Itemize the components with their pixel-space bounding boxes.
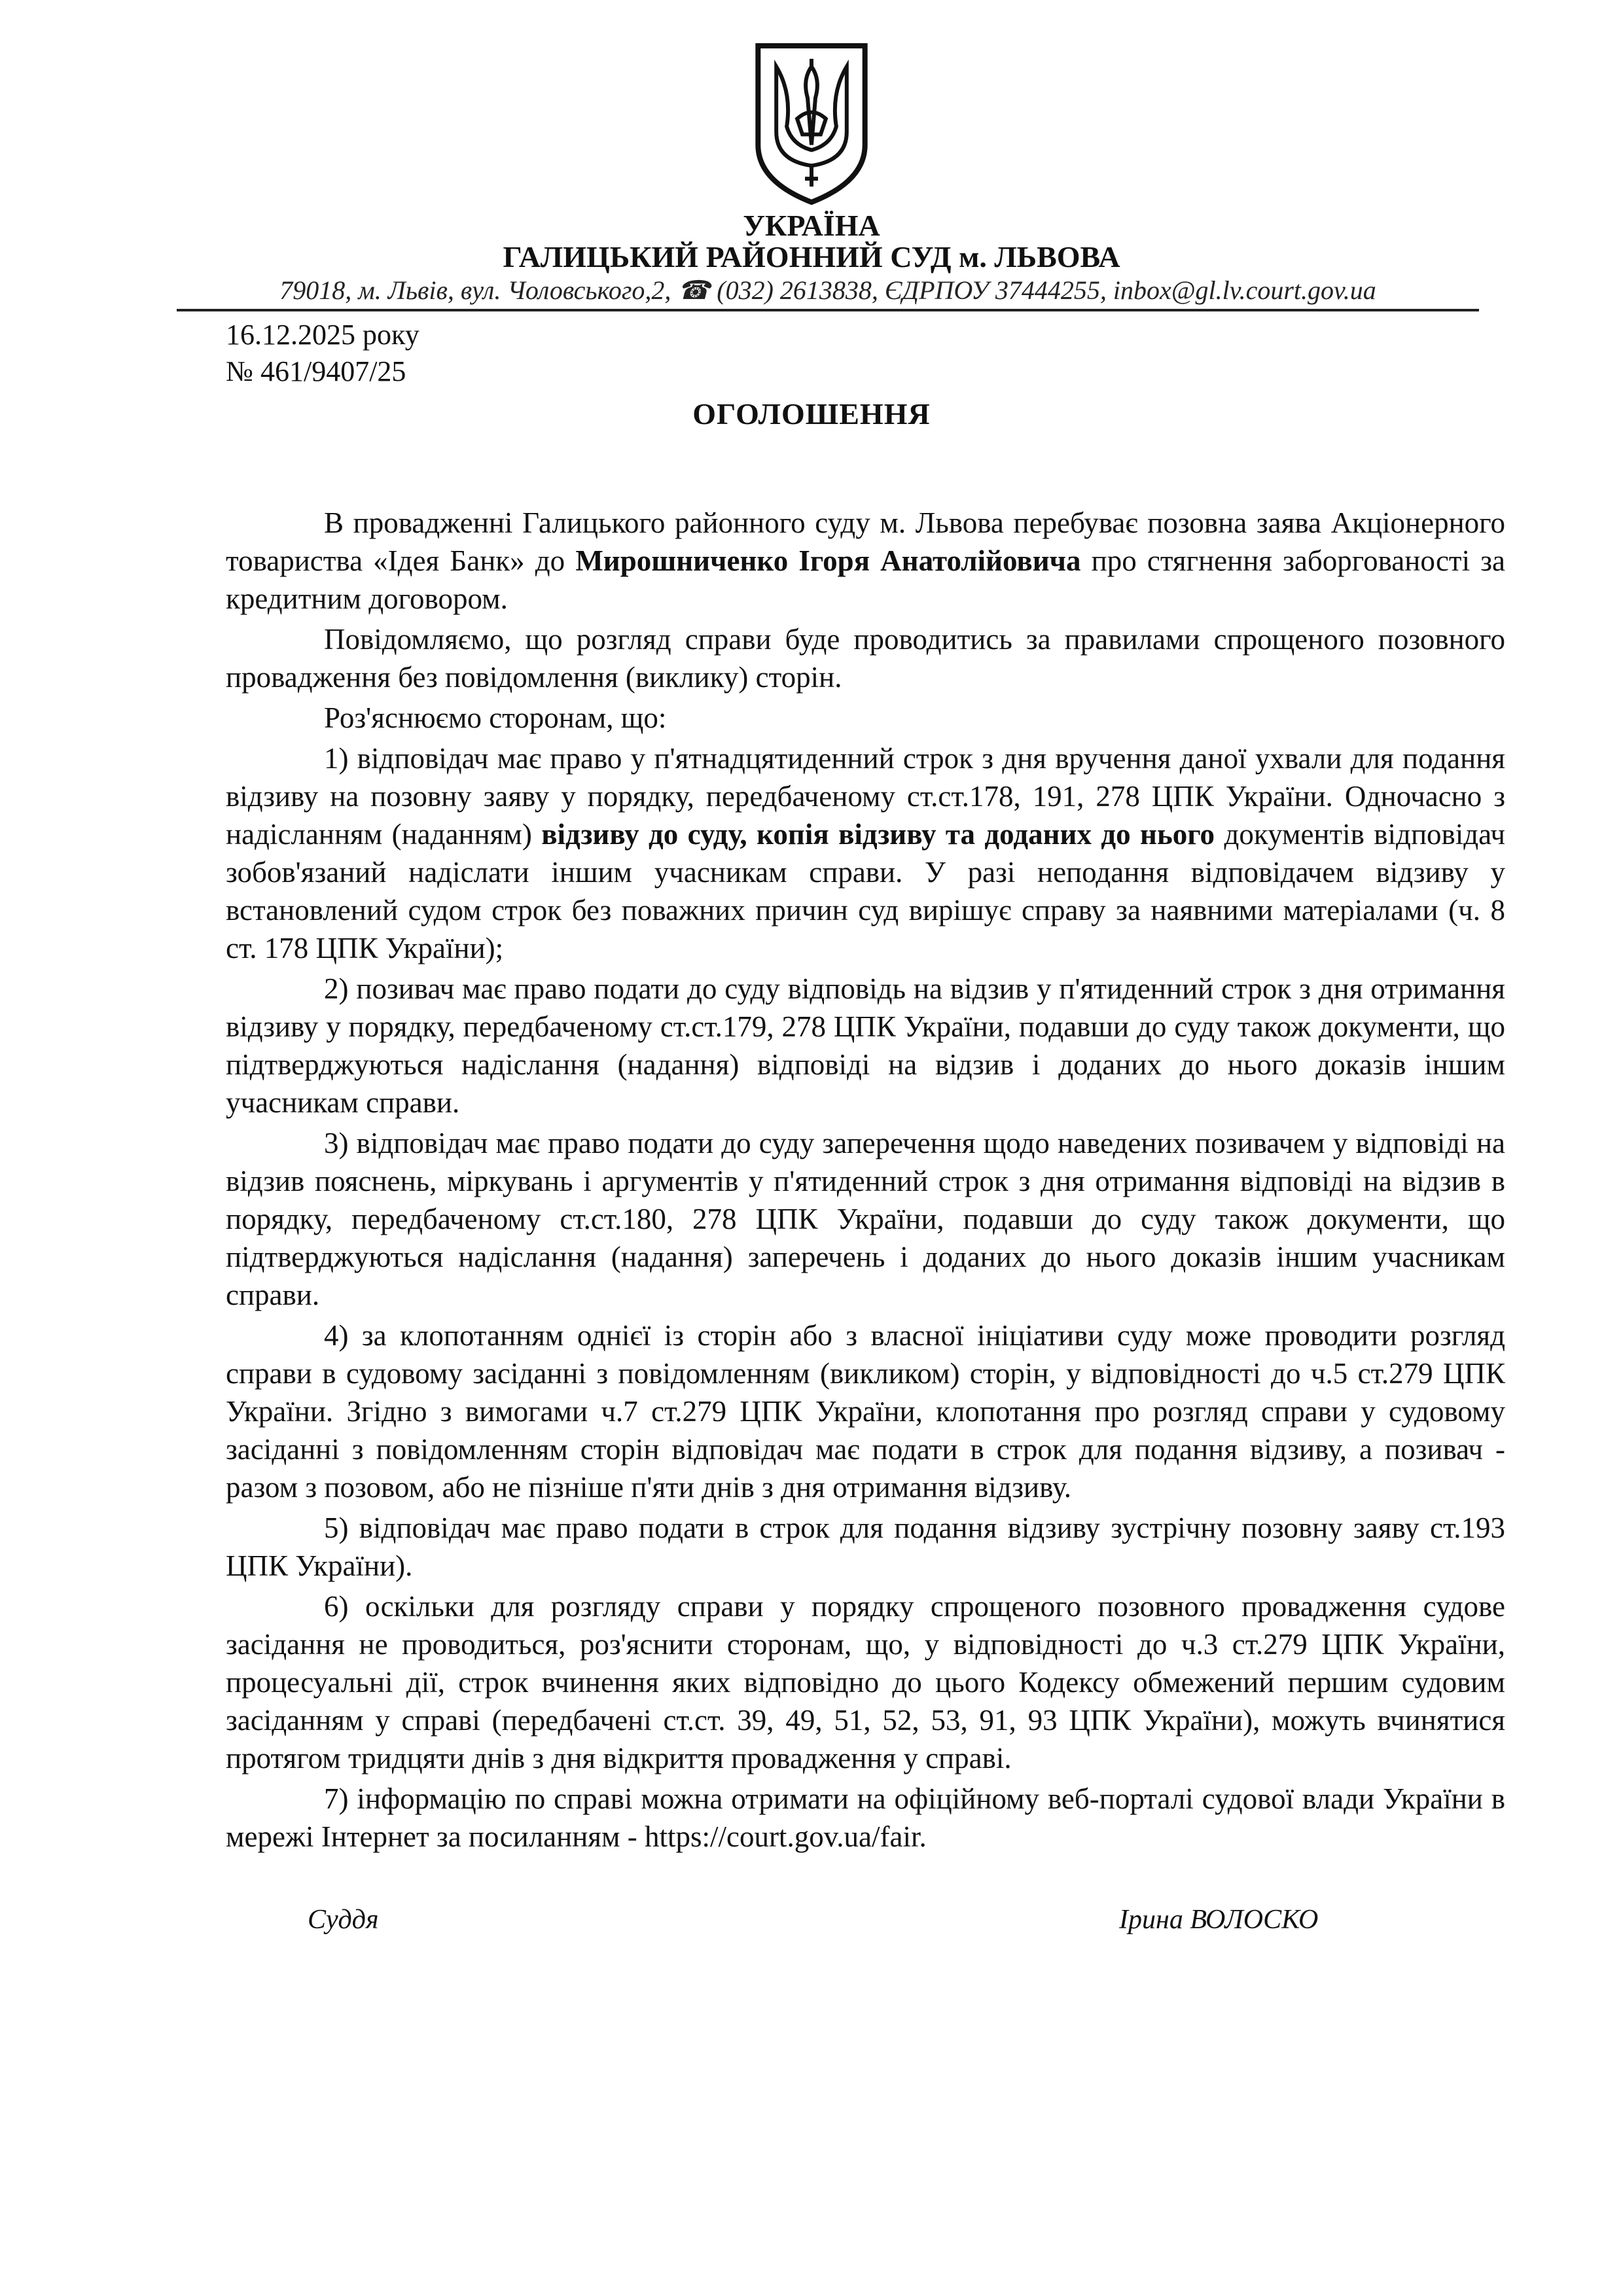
announcement-paragraph: [226, 699, 1505, 737]
announcement-paragraph: [226, 1124, 1505, 1314]
text-segment: 6) оскільки для розгляду справи у порядку спрощеного позовного провадження судове засідання не проводиться, роз'яснити сторонам, що, у відповідності до ч.3 ст.279 ЦПК України, процесуальні дії, строк вчинення яких відповідно до цього Кодексу обмежений першим судовим засіданням у справі (передбачені ст.ст. 39, 49, 51, 52, 53, 91, 93 ЦПК України), можуть вчинятися протягом тридцяти днів з дня відкриття провадження у справі.: [226, 1590, 1505, 1775]
text-segment: Роз'яснюємо сторонам, що:: [324, 701, 667, 734]
text-segment: Повідомляємо, що розгляд справи буде проводитись за правилами спрощеного позовного провадження без повідомлення (виклику) сторін.: [226, 623, 1505, 694]
text-segment: 4) за клопотанням однієї із сторін або з власної ініціативи суду може проводити розгляд справи в судовому засіданні з повідомленням (викликом) сторін, у відповідності до ч.5 ст.279 ЦПК України. Згідно з вимогами ч.7 ст.279 ЦПК України, клопотання про розгляд справи у судовому засіданні з повідомленням сторін відповідач має подати в строк для подання відзиву, а позивач - разом з позовом, або не пізніше п'яти днів з дня отримання відзиву.: [226, 1319, 1505, 1504]
document-title: ОГОЛОШЕННЯ: [692, 397, 931, 431]
court-name: ГАЛИЦЬКИЙ РАЙОННИЙ СУД м. ЛЬВОВА: [503, 240, 1120, 274]
case-number: № 461/9407/25: [226, 355, 406, 387]
header-divider: [177, 309, 1479, 311]
announcement-paragraph: [226, 970, 1505, 1122]
text-segment: 1) відповідач має право у п'ятнадцятиденний строк з дня вручення даної ухвали для подання відзиву на позовну заяву у порядку, передбаченому ст.ст.178, 191, 278 ЦПК України. Одночасно з надісланням (наданням): [226, 742, 1505, 851]
announcement-paragraph: [226, 1587, 1505, 1777]
ukraine-trident-emblem-icon: [753, 41, 870, 207]
court-address: 79018, м. Львів, вул. Чоловського,2, ☎ (032) 2613838, ЄДРПОУ 37444255, inbox@gl.lv.court.gov.ua: [279, 275, 1376, 305]
bold-text-segment: відзиву до суду, копія відзиву та доданих до нього: [541, 818, 1215, 851]
announcement-paragraph: [226, 504, 1505, 618]
bold-text-segment: Мирошниченко Ігоря Анатолійовича: [575, 544, 1081, 577]
text-segment: 5) відповідач має право подати в строк для подання відзиву зустрічну позовну заяву ст.193 ЦПК України).: [226, 1511, 1505, 1582]
signature-name: Ірина ВОЛОСКО: [1119, 1905, 1319, 1935]
announcement-paragraph: [226, 739, 1505, 967]
announcement-paragraph: [226, 1316, 1505, 1506]
text-segment: 7) інформацію по справі можна отримати на офіційному веб-порталі судової влади України в мережі Інтернет за посиланням - https://court.gov.ua/fair.: [226, 1782, 1505, 1853]
text-segment: В провадженні Галицького районного суду м. Львова перебуває позовна заява Акціонерного товариства «Ідея Банк» до: [226, 506, 1505, 577]
text-segment: документів відповідач зобов'язаний надіслати іншим учасникам справи. У разі неподання відповідачем відзиву у встановлений судом строк без поважних причин суд вирішує справу за наявними матеріалами (ч. 8 ст. 178 ЦПК України);: [226, 818, 1505, 964]
announcement-paragraph: [226, 1780, 1505, 1856]
country-heading: УКРАЇНА: [743, 209, 880, 242]
announcement-body: [226, 504, 1505, 1858]
document-date: 16.12.2025 року: [226, 319, 419, 351]
text-segment: про стягнення заборгованості за кредитним договором.: [226, 544, 1505, 615]
signature-role: Суддя: [308, 1905, 379, 1935]
announcement-paragraph: [226, 1509, 1505, 1585]
text-segment: 2) позивач має право подати до суду відповідь на відзив у п'ятиденний строк з дня отримання відзиву у порядку, передбаченому ст.ст.179, 278 ЦПК України, подавши до суду також документи, що підтверджуються надіслання (надання) відповіді на відзив і доданих до нього доказів іншим учасникам справи.: [226, 972, 1505, 1119]
announcement-paragraph: [226, 620, 1505, 696]
text-segment: 3) відповідач має право подати до суду заперечення щодо наведених позивачем у відповіді на відзив пояснень, міркувань і аргументів у п'ятиденний строк з дня отримання відповіді на відзив в порядку, передбаченому ст.ст.180, 278 ЦПК України, подавши до суду також документи, що підтверджуються надіслання (надання) заперечень і доданих до нього доказів іншим учасникам справи.: [226, 1127, 1505, 1311]
